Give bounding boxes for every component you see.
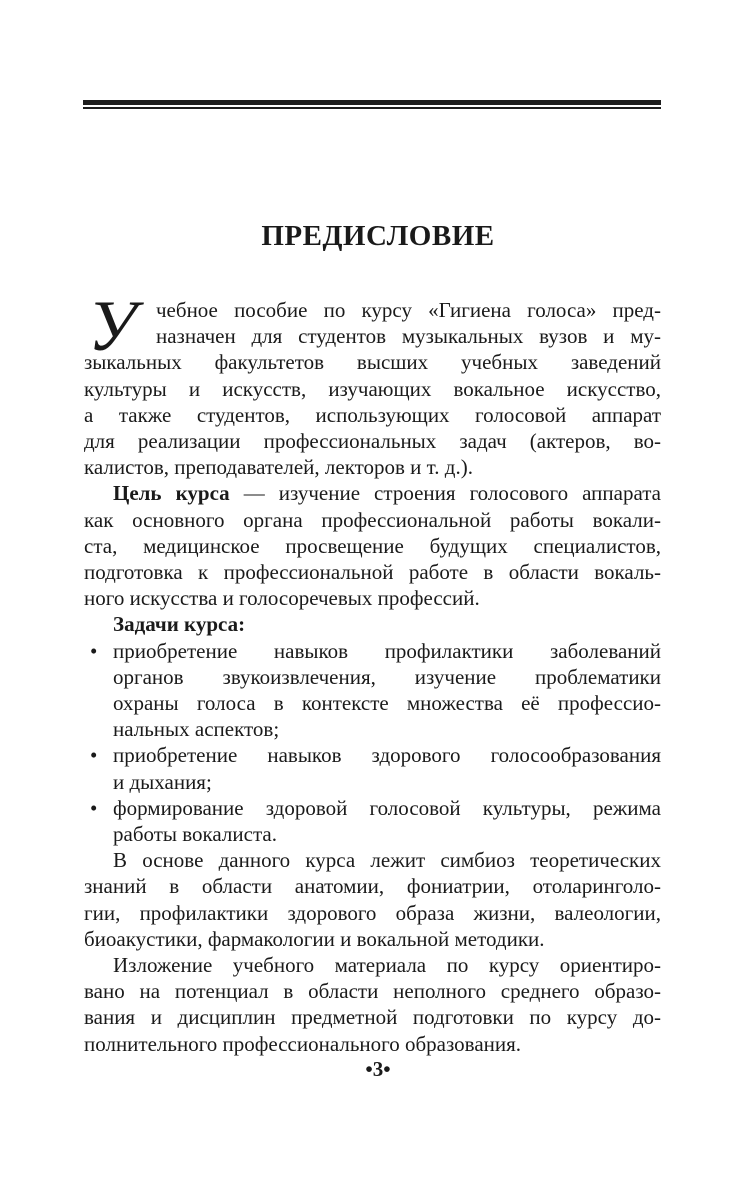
- text-line: [84, 297, 661, 323]
- line-text: чебное пособие по курсу «Гигиена голоса» пред-: [156, 298, 661, 322]
- text-line: [84, 873, 661, 899]
- line-text: органов звукоизвлечения, изучение проблематики: [113, 664, 661, 689]
- line-text: нальных аспектов;: [113, 717, 280, 742]
- text-line: [84, 742, 661, 768]
- line-text: вания и дисциплин предметной подготовки по курсу до-: [84, 1005, 661, 1030]
- text-line: [84, 376, 661, 402]
- text-line: [84, 795, 661, 821]
- line-text: работы вокалиста.: [113, 822, 277, 847]
- text-line: [84, 533, 661, 559]
- line-text: полнительного профессионального образования.: [84, 1031, 522, 1056]
- line-text: калистов, преподавателей, лекторов и т. д.).: [84, 455, 473, 480]
- header-rule-thick: [83, 100, 661, 105]
- text-line: [84, 1031, 661, 1057]
- text-line: [84, 480, 661, 506]
- bullet-item: [84, 742, 661, 794]
- line-text: охраны голоса в контексте множества её профессио-: [113, 691, 661, 716]
- line-text: подготовка к профессиональной работе в области вокаль-: [84, 560, 661, 585]
- line-text: и дыхания;: [113, 769, 212, 794]
- text-line: [84, 690, 661, 716]
- page-title: ПРЕДИСЛОВИЕ: [261, 220, 495, 252]
- text-line: [84, 559, 661, 585]
- text-line: [84, 507, 661, 533]
- line-text: приобретение навыков профилактики заболеваний: [113, 638, 661, 663]
- bullet-icon: •: [90, 743, 98, 768]
- text-line: [84, 402, 661, 428]
- paragraph: [84, 952, 661, 1057]
- line-text: биоакустики, фармакологии и вокальной методики.: [84, 926, 545, 951]
- body-text: [84, 297, 661, 1057]
- text-line: [84, 821, 661, 847]
- text-line: [84, 952, 661, 978]
- text-line: [84, 638, 661, 664]
- paragraph: [84, 847, 661, 952]
- text-line: [84, 349, 661, 375]
- line-text: ста, медицинское просвещение будущих специалистов,: [84, 533, 661, 558]
- line-text: вано на потенциал в области неполного среднего образо-: [84, 979, 661, 1004]
- line-text: назначен для студентов музыкальных вузов и му-: [156, 324, 661, 349]
- text-line: [84, 847, 661, 873]
- text-line: [84, 716, 661, 742]
- text-line: [84, 900, 661, 926]
- bold-heading: Задачи курса:: [113, 612, 246, 637]
- paragraph: [84, 297, 661, 480]
- bullet-item: [84, 795, 661, 847]
- drop-cap: У: [88, 286, 137, 366]
- text-line: [84, 769, 661, 795]
- line-text: приобретение навыков здорового голосообразования: [113, 743, 661, 768]
- text-line: [84, 926, 661, 952]
- bullet-item: [84, 638, 661, 743]
- bullet-icon: •: [90, 638, 98, 663]
- line-text: знаний в области анатомии, фониатрии, отоларинголо-: [84, 874, 661, 899]
- line-text: формирование здоровой голосовой культуры, режима: [113, 795, 661, 820]
- line-text: ного искусства и голосоречевых профессий.: [84, 586, 480, 611]
- text-line: [84, 323, 661, 349]
- section-heading: [84, 611, 661, 637]
- page-number: •3•: [365, 1057, 391, 1081]
- line: [84, 611, 661, 637]
- text-line: [84, 428, 661, 454]
- bullet-icon: •: [90, 795, 98, 820]
- bold-lead: Цель курса: [113, 481, 230, 506]
- line-text: как основного органа профессиональной работы вокали-: [84, 507, 661, 532]
- text-line: [84, 585, 661, 611]
- line-text: культуры и искусств, изучающих вокальное искусство,: [84, 376, 661, 401]
- header-rule-thin: [83, 107, 661, 109]
- text-line: [84, 1004, 661, 1030]
- text-line: [84, 664, 661, 690]
- text-line: [84, 454, 661, 480]
- text-line: [84, 978, 661, 1004]
- line-text: а также студентов, использующих голосовой аппарат: [84, 402, 661, 427]
- line-text: гии, профилактики здорового образа жизни, валеологии,: [84, 900, 661, 925]
- line-text: Изложение учебного материала по курсу ориентиро-: [113, 953, 661, 978]
- paragraph: [84, 480, 661, 611]
- line-text: — изучение строения голосового аппарата: [229, 481, 661, 506]
- line-text: В основе данного курса лежит симбиоз теоретических: [113, 848, 661, 873]
- line-text: зыкальных факультетов высших учебных заведений: [84, 350, 661, 375]
- line-text: для реализации профессиональных задач (актеров, во-: [84, 429, 661, 454]
